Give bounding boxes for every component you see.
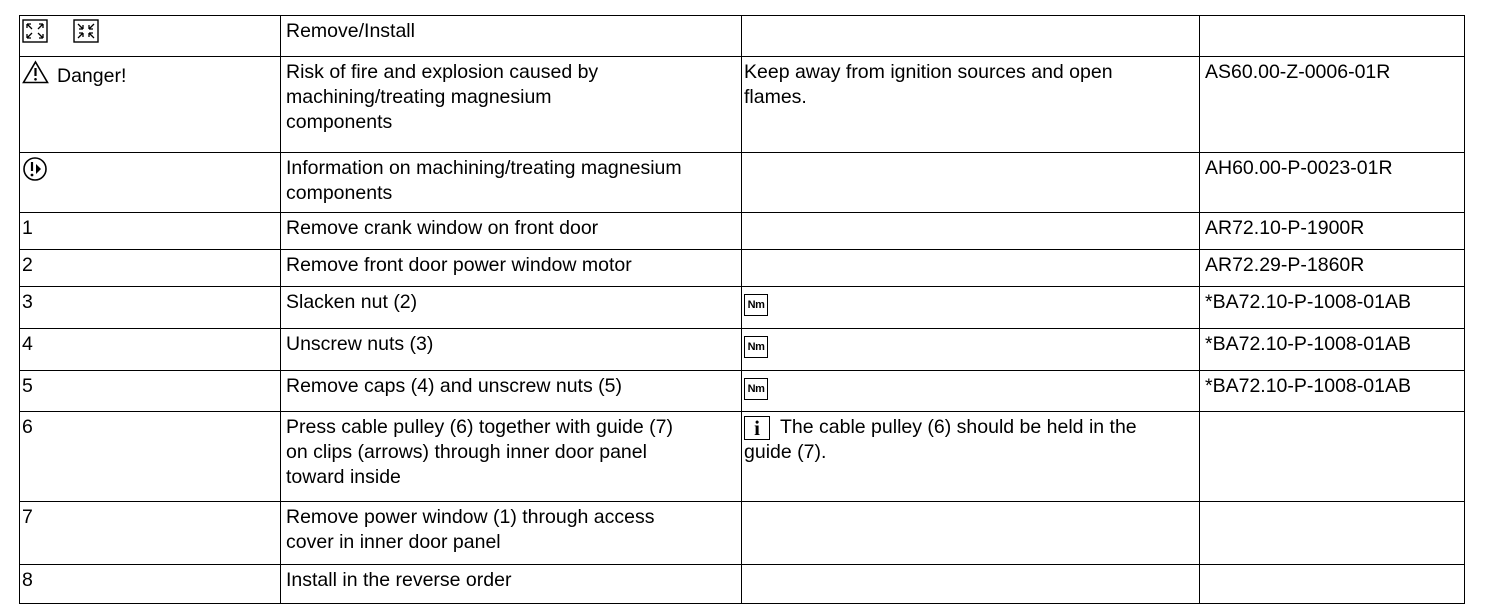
table-header-row bbox=[20, 16, 1465, 57]
step-note bbox=[742, 153, 1200, 213]
warning-triangle-icon bbox=[22, 60, 49, 84]
step-description: Press cable pulley (6) together with guide (7) on clips (arrows) through inner door panel toward inside bbox=[281, 412, 742, 502]
reference-link[interactable]: AS60.00-Z-0006-01R bbox=[1200, 57, 1465, 153]
table-row bbox=[20, 371, 1465, 412]
reference-link[interactable]: *BA72.10-P-1008-01AB bbox=[1200, 329, 1465, 371]
danger-label: Danger! bbox=[57, 65, 127, 87]
reference-link[interactable] bbox=[1200, 565, 1465, 604]
header-ref-cell bbox=[1200, 16, 1465, 57]
step-number: 6 bbox=[20, 412, 281, 502]
step-note bbox=[742, 412, 1200, 502]
torque-nm-icon[interactable]: Nm bbox=[744, 294, 768, 316]
torque-nm-icon[interactable]: Nm bbox=[744, 378, 768, 400]
step-number: 5 bbox=[20, 371, 281, 412]
step-description: Slacken nut (2) bbox=[281, 287, 742, 329]
step-description: Remove crank window on front door bbox=[281, 213, 742, 250]
reference-link[interactable] bbox=[1200, 502, 1465, 565]
step-number: 2 bbox=[20, 250, 281, 287]
step-cell bbox=[20, 57, 281, 153]
reference-link[interactable]: AH60.00-P-0023-01R bbox=[1200, 153, 1465, 213]
reference-link[interactable]: *BA72.10-P-1008-01AB bbox=[1200, 287, 1465, 329]
step-note: Keep away from ignition sources and open flames. bbox=[742, 57, 1200, 153]
note-text: The cable pulley (6) should be held in the guide (7). bbox=[744, 416, 1137, 463]
reference-link[interactable]: AR72.29-P-1860R bbox=[1200, 250, 1465, 287]
header-title: Remove/Install bbox=[281, 16, 742, 57]
step-note bbox=[742, 565, 1200, 604]
step-description: Risk of fire and explosion caused by machining/treating magnesium components bbox=[281, 57, 742, 153]
step-number: 4 bbox=[20, 329, 281, 371]
step-note bbox=[742, 287, 1200, 329]
information-note-icon bbox=[22, 156, 48, 182]
table-row bbox=[20, 287, 1465, 329]
reference-link[interactable]: *BA72.10-P-1008-01AB bbox=[1200, 371, 1465, 412]
table-row bbox=[20, 213, 1465, 250]
step-description: Remove power window (1) through access cover in inner door panel bbox=[281, 502, 742, 565]
step-description: Install in the reverse order bbox=[281, 565, 742, 604]
step-note bbox=[742, 502, 1200, 565]
procedure-table bbox=[19, 15, 1465, 604]
table-row bbox=[20, 250, 1465, 287]
step-note bbox=[742, 250, 1200, 287]
step-description: Unscrew nuts (3) bbox=[281, 329, 742, 371]
header-note-cell bbox=[742, 16, 1200, 57]
step-number: 7 bbox=[20, 502, 281, 565]
reference-link[interactable] bbox=[1200, 412, 1465, 502]
step-number: 3 bbox=[20, 287, 281, 329]
collapse-icon[interactable] bbox=[73, 19, 99, 43]
step-description: Information on machining/treating magnesium components bbox=[281, 153, 742, 213]
step-number: 1 bbox=[20, 213, 281, 250]
step-description: Remove front door power window motor bbox=[281, 250, 742, 287]
step-description: Remove caps (4) and unscrew nuts (5) bbox=[281, 371, 742, 412]
table-row bbox=[20, 502, 1465, 565]
expand-icon[interactable] bbox=[22, 19, 48, 43]
torque-nm-icon[interactable]: Nm bbox=[744, 336, 768, 358]
table-row bbox=[20, 153, 1465, 213]
reference-link[interactable]: AR72.10-P-1900R bbox=[1200, 213, 1465, 250]
step-note bbox=[742, 371, 1200, 412]
step-note bbox=[742, 213, 1200, 250]
step-number: 8 bbox=[20, 565, 281, 604]
table-row bbox=[20, 565, 1465, 604]
step-cell bbox=[20, 153, 281, 213]
header-icons-cell bbox=[20, 16, 281, 57]
table-row bbox=[20, 412, 1465, 502]
table-row bbox=[20, 329, 1465, 371]
step-note bbox=[742, 329, 1200, 371]
info-icon[interactable]: i bbox=[744, 416, 770, 440]
table-row bbox=[20, 57, 1465, 153]
